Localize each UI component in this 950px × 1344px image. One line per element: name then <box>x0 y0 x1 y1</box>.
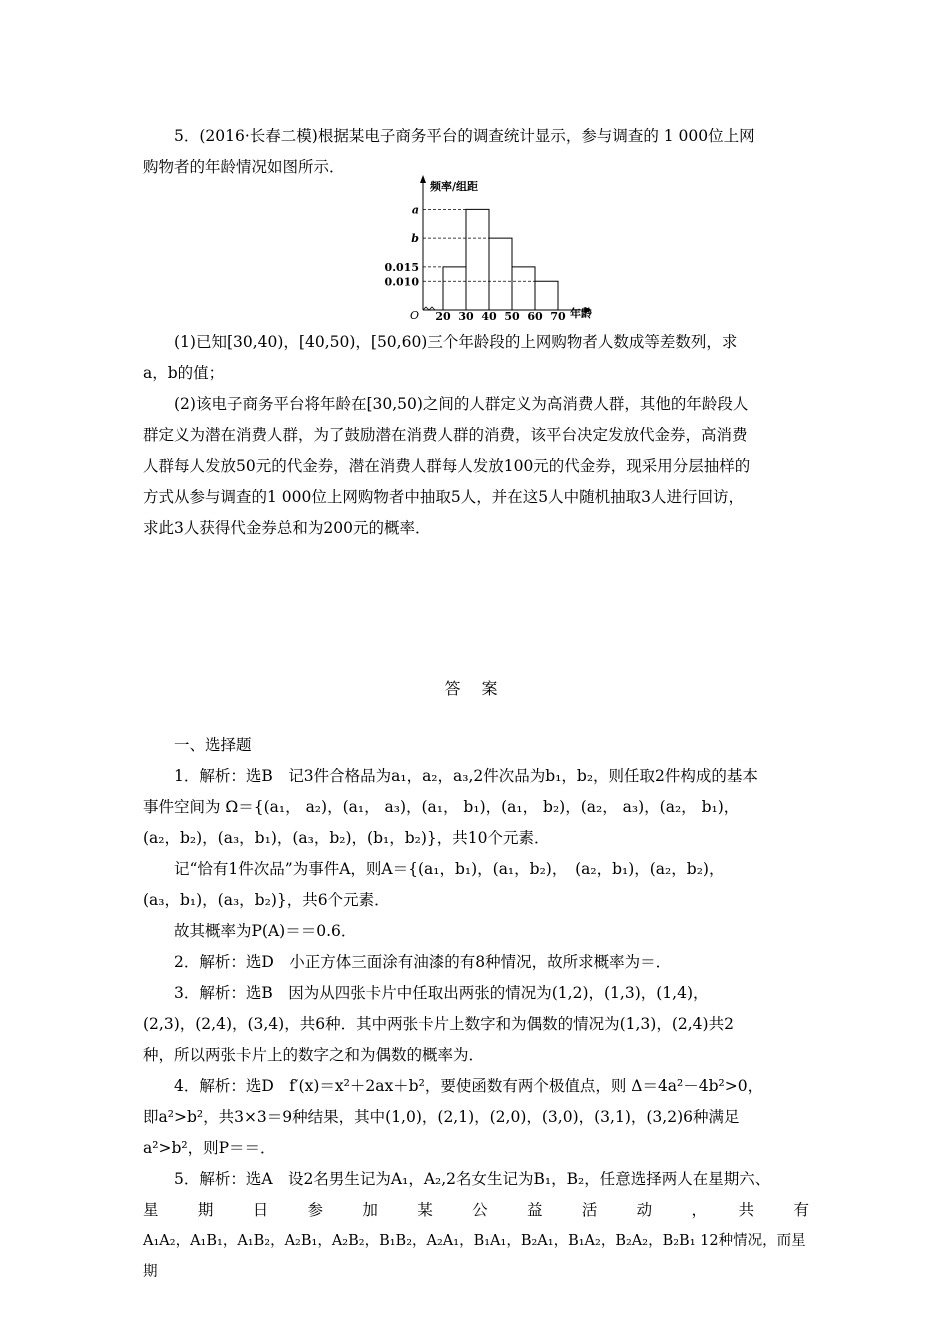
histogram-bar <box>535 281 558 310</box>
answer-line: (a₃，b₁)，(a₃，b₂)}，共6个元素． <box>143 891 390 909</box>
answer-line: 5．解析：选A 设2名男生记为A₁，A₂,2名女生记为B₁，B₂，任意选择两人在星期六、 <box>174 1170 771 1188</box>
answer-line: A₁A₂，A₁B₁，A₁B₂，A₂B₁，A₂B₂，B₁B₂，A₂A₁，B₁A₁，B₂A₁，B₁A₂，B₂A₂，B₂B₁ 12种情况，而星期 <box>143 1233 806 1280</box>
part2-line: 群定义为潜在消费人群，为了鼓励潜在消费人群的消费，该平台决定发放代金券，高消费 <box>143 426 748 444</box>
x-tick-label: 70 <box>550 310 566 320</box>
answer-line: 故其概率为P(A)＝＝0.6． <box>174 922 357 940</box>
answer-line: a²>b²，则P＝＝． <box>143 1139 276 1157</box>
x-tick-label: 30 <box>458 310 474 320</box>
question-line: 5．(2016·长春二模)根据某电子商务平台的调查统计显示，参与调查的 1 000位上网 <box>174 127 755 145</box>
part2-line: (2)该电子商务平台将年龄在[30,50)之间的人群定义为高消费人群，其他的年龄段人 <box>174 395 749 413</box>
answer-line: (a₂，b₂)，(a₃，b₁)，(a₃，b₂)，(b₁，b₂)}，共10个元素． <box>143 829 550 847</box>
x-tick-label: 40 <box>481 310 497 320</box>
answer-line: 星 期 日 参 加 某 公 益 活 动 ， 共 有 <box>143 1201 809 1219</box>
histogram-bar <box>489 238 512 310</box>
section-heading: 一、选择题 <box>174 736 252 754</box>
answer-line: 记“恰有1件次品”为事件A，则A＝{(a₁，b₁)，(a₁，b₂)， (a₂，b₁)，(a₂，b₂)， <box>174 860 725 878</box>
answer-line: 3．解析：选B 因为从四张卡片中任取出两张的情况为(1,2)，(1,3)，(1,4)， <box>174 984 709 1002</box>
y-axis-arrow <box>420 175 426 183</box>
x-tick-label: 50 <box>504 310 520 320</box>
question-line: 购物者的年龄情况如图所示． <box>143 158 345 176</box>
age-histogram <box>380 175 610 320</box>
y-tick-label: 0.015 <box>384 260 419 274</box>
x-tick-label: 20 <box>435 310 451 320</box>
x-axis-label: 年龄 <box>570 307 592 320</box>
answer-line: 2．解析：选D 小正方体三面涂有油漆的有8种情况，故所求概率为＝． <box>174 953 672 971</box>
part1-line: (1)已知[30,40)，[40,50)，[50,60)三个年龄段的上网购物者人数成等差数列，求 <box>174 333 738 351</box>
histogram-bar <box>512 267 535 310</box>
histogram-bar <box>466 209 489 310</box>
part1-line: a，b的值； <box>143 364 225 382</box>
part2-line: 方式从参与调查的1 000位上网购物者中抽取5人，并在这5人中随机抽取3人进行回访， <box>143 488 744 506</box>
answer-line: (2,3)，(2,4)，(3,4)，共6种．其中两张卡片上数字和为偶数的情况为(1,3)，(2,4)共2 <box>143 1015 734 1033</box>
y-tick-label: a <box>411 203 419 217</box>
part2-line: 求此3人获得代金券总和为200元的概率． <box>143 519 431 537</box>
x-tick-label: 60 <box>527 310 543 320</box>
answer-line: 事件空间为 Ω＝{(a₁， a₂)，(a₁， a₃)，(a₁， b₁)，(a₁， b₂)，(a₂， a₃)，(a₂， b₁)， <box>143 798 740 816</box>
answer-line: 种，所以两张卡片上的数字之和为偶数的概率为． <box>143 1046 485 1064</box>
part2-line: 人群每人发放50元的代金券，潜在消费人群每人发放100元的代金券，现采用分层抽样的 <box>143 457 751 475</box>
histogram-bar <box>443 267 466 310</box>
y-tick-label: b <box>411 232 419 246</box>
y-axis-label: 频率/组距 <box>430 180 479 193</box>
y-tick-label: 0.010 <box>384 275 419 289</box>
answers-title: 答 案 <box>444 679 506 698</box>
answer-line: 即a²>b²，共3×3＝9种结果，其中(1,0)，(2,1)，(2,0)，(3,0)，(3,1)，(3,2)6种满足 <box>143 1108 740 1126</box>
origin-label: O <box>410 309 420 320</box>
answer-line: 4．解析：选D f′(x)＝x²＋2ax＋b²，要使函数有两个极值点，则 Δ＝4a²－4b²>0， <box>174 1077 764 1095</box>
answer-line: 1．解析：选B 记3件合格品为a₁，a₂，a₃,2件次品为b₁，b₂，则任取2件构成的基本 <box>174 767 758 785</box>
